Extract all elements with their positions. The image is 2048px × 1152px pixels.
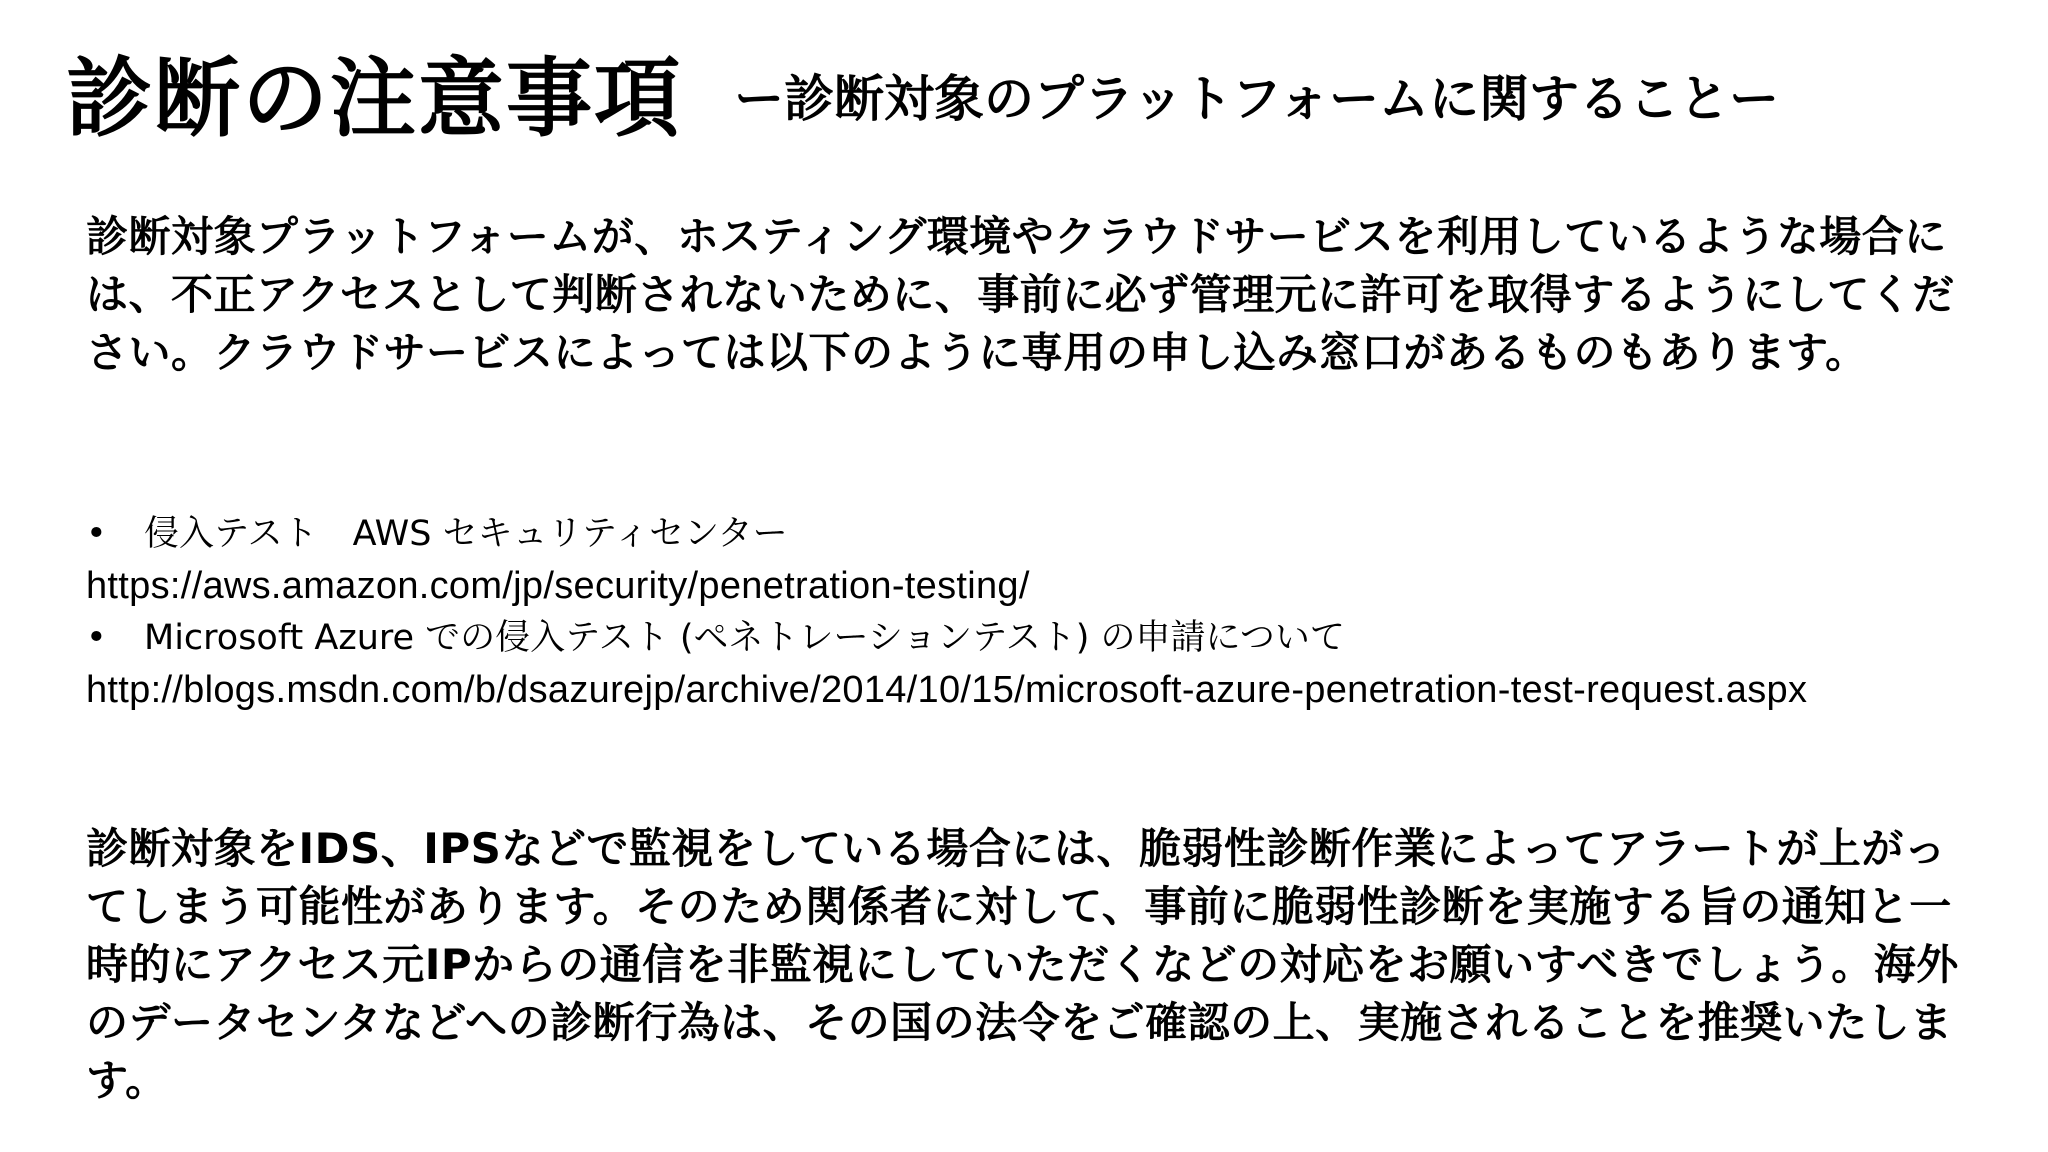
link-item-aws-heading [86,508,1966,560]
bullet: • [86,618,107,658]
monitoring-paragraph: 診断対象をIDS、IPSなどで監視をしている場合には、脆弱性診断作業によってアラートが上がってしまう可能性があります。そのため関係者に対して、事前に脆弱性診断を実施する旨の通知と一時的にアクセス元IPからの通信を非監視にしていただくなどの対応をお願いすべきでしょう。海外のデータセンタなどへの診断行為は、その国の法令をご確認の上、実施されることを推奨いたします。 [86,824,1959,1105]
bullet: • [86,514,107,554]
slide-subtitle: ー診断対象のプラットフォームに関することー [734,70,1779,128]
link-item-aws-label: 侵入テスト AWS セキュリティセンター [144,514,788,554]
reference-links [86,508,1966,716]
intro-paragraph: 診断対象プラットフォームが、ホスティング環境やクラウドサービスを利用しているような場合には、不正アクセスとして判断されないために、事前に必ず管理元に許可を取得するようにしてください。クラウドサービスによっては以下のように専用の申し込み窓口があるものもあります。 [86,212,1955,377]
aws-penetration-testing-link[interactable]: https://aws.amazon.com/jp/security/penetration-testing/ [86,565,1030,607]
link-item-azure-heading [86,612,1966,664]
title-row [66,44,2006,154]
slide-title: 診断の注意事項 [66,49,682,149]
azure-penetration-test-link[interactable]: http://blogs.msdn.com/b/dsazurejp/archive/2014/10/15/microsoft-azure-penetration-test-request.aspx [86,669,1808,711]
link-item-azure-label: Microsoft Azure での侵入テスト (ペネトレーションテスト) の申請について [144,618,1345,658]
